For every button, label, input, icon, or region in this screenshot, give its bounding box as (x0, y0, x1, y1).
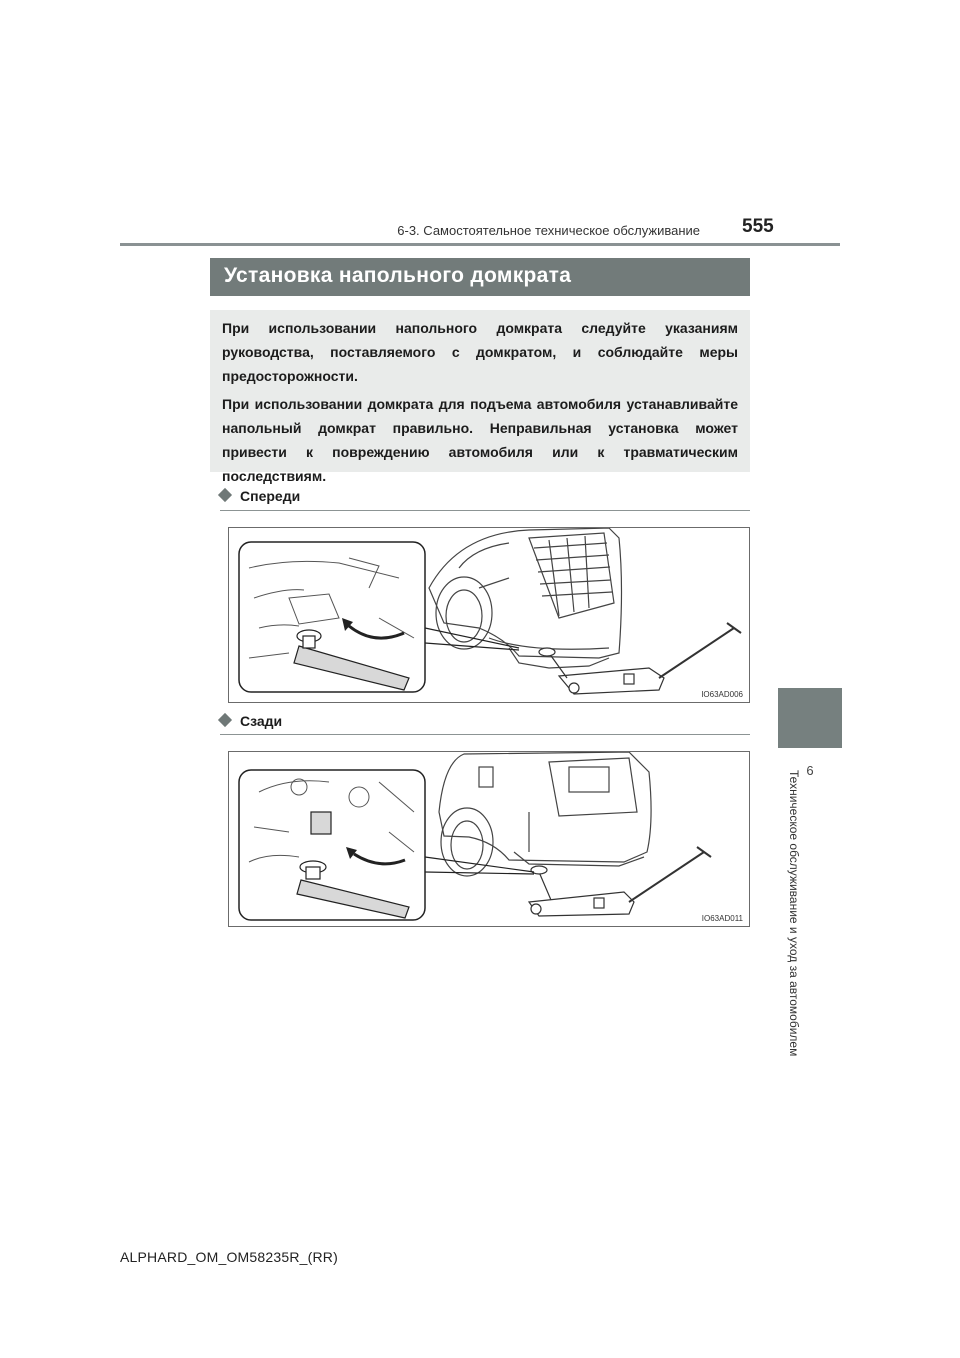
rear-jack-illustration (229, 752, 749, 926)
document-footer: ALPHARD_OM_OM58235R_(RR) (120, 1249, 338, 1265)
chapter-tab (778, 688, 842, 748)
info-paragraph-1: При использовании напольного домкрата следуйте указаниям руководства, поставляемого с домкратом, и соблюдайте меры предосторожности. (222, 320, 738, 384)
rear-jack-figure (228, 751, 750, 927)
header-divider (120, 243, 840, 246)
front-jack-figure (228, 527, 750, 703)
info-paragraph-2: При использовании домкрата для подъема автомобиля устанавливайте напольный домкрат правильно. Неправильная установка может привести к повреждению автомобиля или к травматическим последствиям. (222, 396, 738, 484)
info-box (210, 310, 750, 484)
front-divider (220, 510, 750, 511)
chapter-label: Техническое обслуживание и уход за автомобилем (787, 770, 801, 1057)
diamond-bullet-icon (218, 488, 232, 502)
front-subheading (220, 488, 300, 504)
front-jack-illustration (229, 528, 749, 702)
page-heading: Установка напольного домкрата (224, 264, 572, 287)
front-figure-code: IO63AD006 (701, 690, 743, 699)
rear-figure-code: IO63AD011 (701, 914, 743, 923)
diamond-bullet-icon (218, 713, 232, 727)
rear-divider (220, 734, 750, 735)
front-title: Спереди (240, 488, 301, 504)
section-title: 6-3. Самостоятельное техническое обслуживание (397, 223, 700, 238)
rear-subheading (220, 713, 282, 729)
rear-title: Сзади (240, 713, 283, 729)
chapter-number: 6 (806, 763, 814, 778)
page-number: 555 (742, 216, 774, 237)
